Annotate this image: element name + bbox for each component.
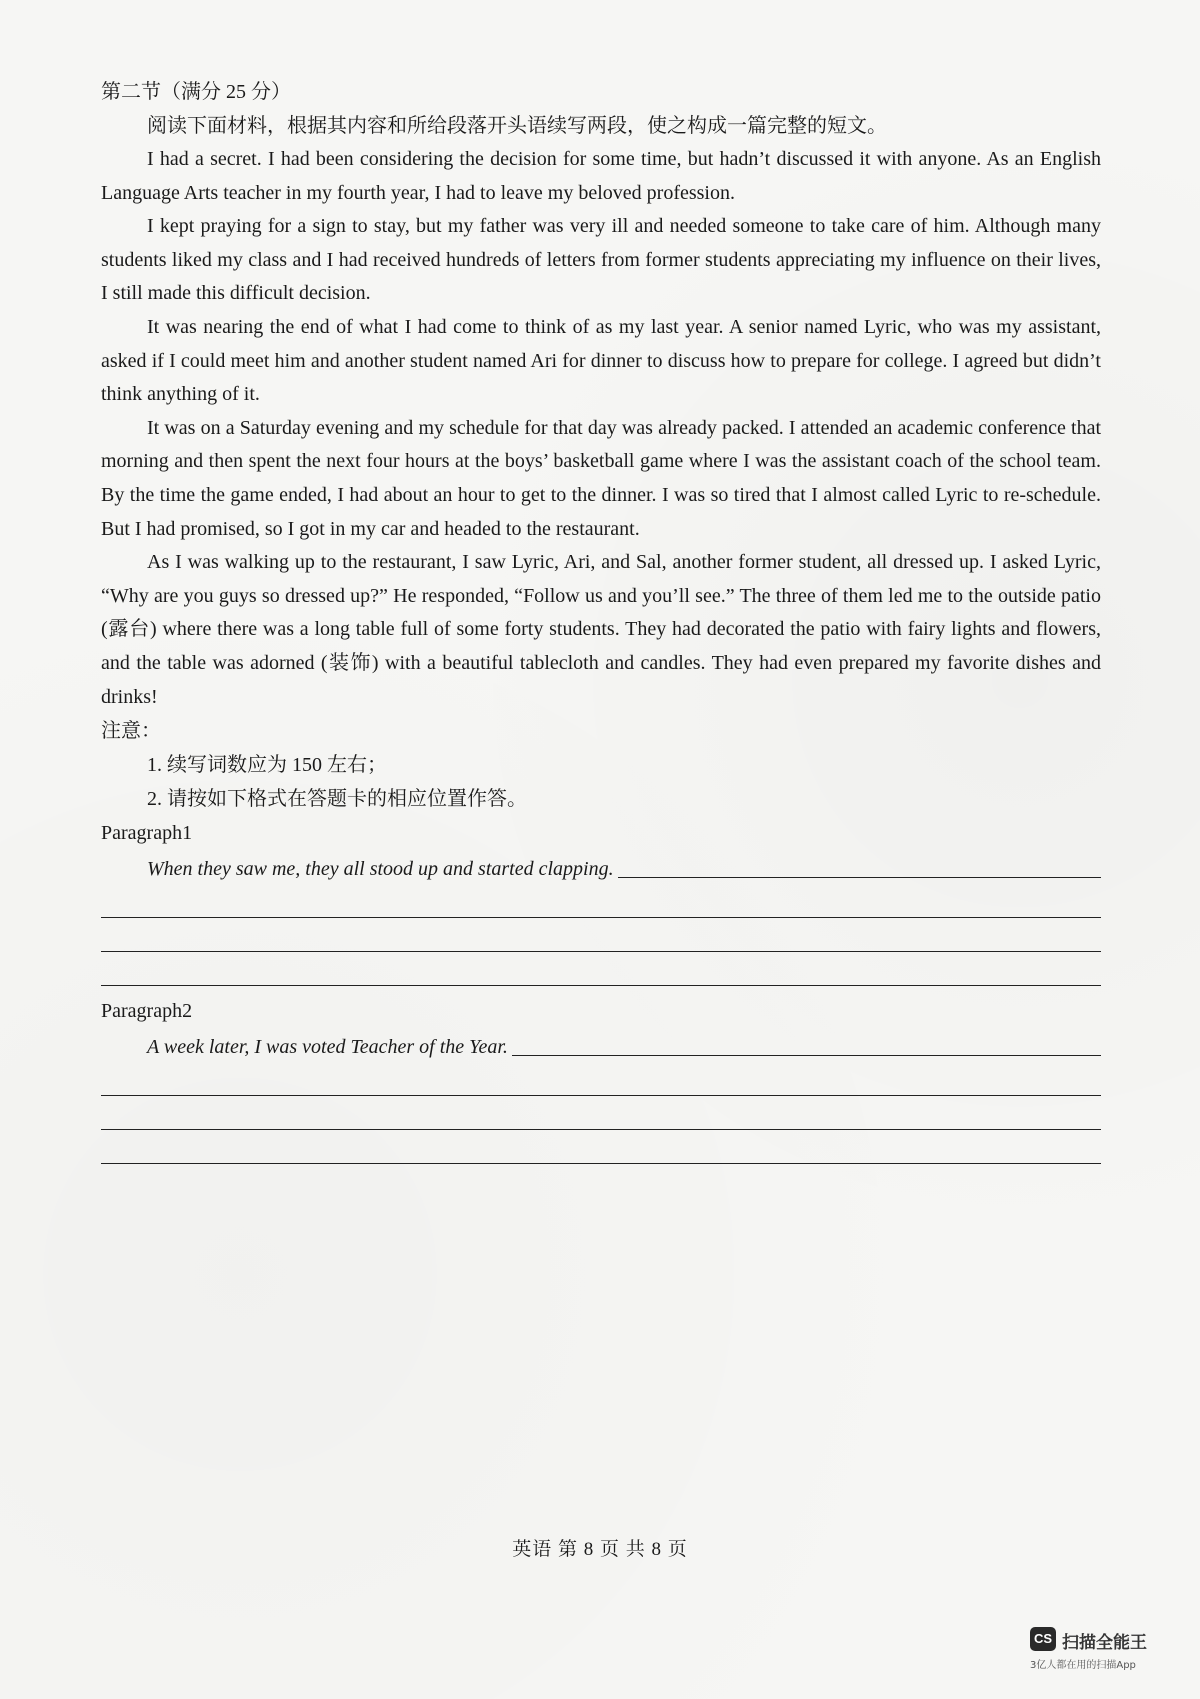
paragraph1-block — [101, 816, 1101, 986]
passage-paragraph: It was on a Saturday evening and my schedule for that day was already packed. I attended an academic conference that morning and then spent the next four hours at the boys’ basketball game where I was the assistant coach of the school team. By the time the game ended, I had about an hour to get to the dinner. I was so tired that I almost called Lyric to re-schedule. But I had promised, so I got in my car and headed to the restaurant. — [101, 416, 1101, 540]
answer-blank — [618, 877, 1101, 878]
paragraph2-block — [101, 994, 1101, 1164]
paragraph2-starter-line — [101, 1028, 1101, 1062]
section-instruction: 阅读下面材料，根据其内容和所给段落开头语续写两段，使之构成一篇完整的短文。 — [147, 115, 887, 137]
page-content — [101, 75, 1101, 1164]
notes-title: 注意： — [101, 720, 161, 743]
paragraph1-starter-line — [101, 850, 1101, 884]
note-item: 2. 请按如下格式在答题卡的相应位置作答。 — [147, 788, 527, 811]
passage-paragraph: It was nearing the end of what I had come to think of as my last year. A senior named Lyric, who was my assistant, asked if I could meet him and another student named Ari for dinner to discuss how to prepare for college. I agreed but didn’t think anything of it. — [101, 315, 1101, 406]
answer-line — [101, 884, 1101, 918]
camscanner-logo-icon: CS — [1030, 1627, 1056, 1651]
note-item: 1. 续写词数应为 150 左右； — [147, 754, 387, 777]
answer-line — [101, 1096, 1101, 1130]
scanner-watermark — [1030, 1627, 1170, 1677]
passage-paragraph: I had a secret. I had been considering the decision for some time, but hadn’t discussed it with anyone. As an English Language Arts teacher in my fourth year, I had to leave my beloved profession. — [101, 148, 1101, 204]
answer-line — [101, 918, 1101, 952]
reading-passage — [101, 143, 1101, 714]
scanner-app-name: 扫描全能王 — [1062, 1633, 1147, 1653]
answer-blank — [512, 1055, 1101, 1056]
answer-line — [101, 1130, 1101, 1164]
answer-line — [101, 952, 1101, 986]
passage-paragraph: As I was walking up to the restaurant, I saw Lyric, Ari, and Sal, another former student, all dressed up. I asked Lyric, “Why are you guys so dressed up?” He responded, “Follow us and you’ll see.” The three of them led me to the outside patio (露台) where there was a long table full of some forty students. They had decorated the patio with fairy lights and flowers, and the table was adorned (装饰) with a beautiful tablecloth and candles. They had even prepared my favorite dishes and drinks! — [101, 551, 1101, 708]
scanner-tagline: 3亿人都在用的扫描App — [1030, 1660, 1136, 1671]
section-title: 第二节（满分 25 分） — [101, 81, 291, 103]
paragraph2-starter: A week later, I was voted Teacher of the Year. — [147, 1036, 508, 1059]
paragraph2-label: Paragraph2 — [101, 1000, 193, 1023]
answer-line — [101, 1062, 1101, 1096]
page-footer: 英语 第 8 页 共 8 页 — [512, 1539, 688, 1560]
passage-paragraph: I kept praying for a sign to stay, but my father was very ill and needed someone to take care of him. Although many students liked my class and I had received hundreds of letters from former students appreciating my influence on their lives, I still made this difficult decision. — [101, 215, 1101, 305]
paragraph1-label: Paragraph1 — [101, 822, 193, 845]
paragraph1-starter: When they saw me, they all stood up and started clapping. — [147, 858, 614, 881]
